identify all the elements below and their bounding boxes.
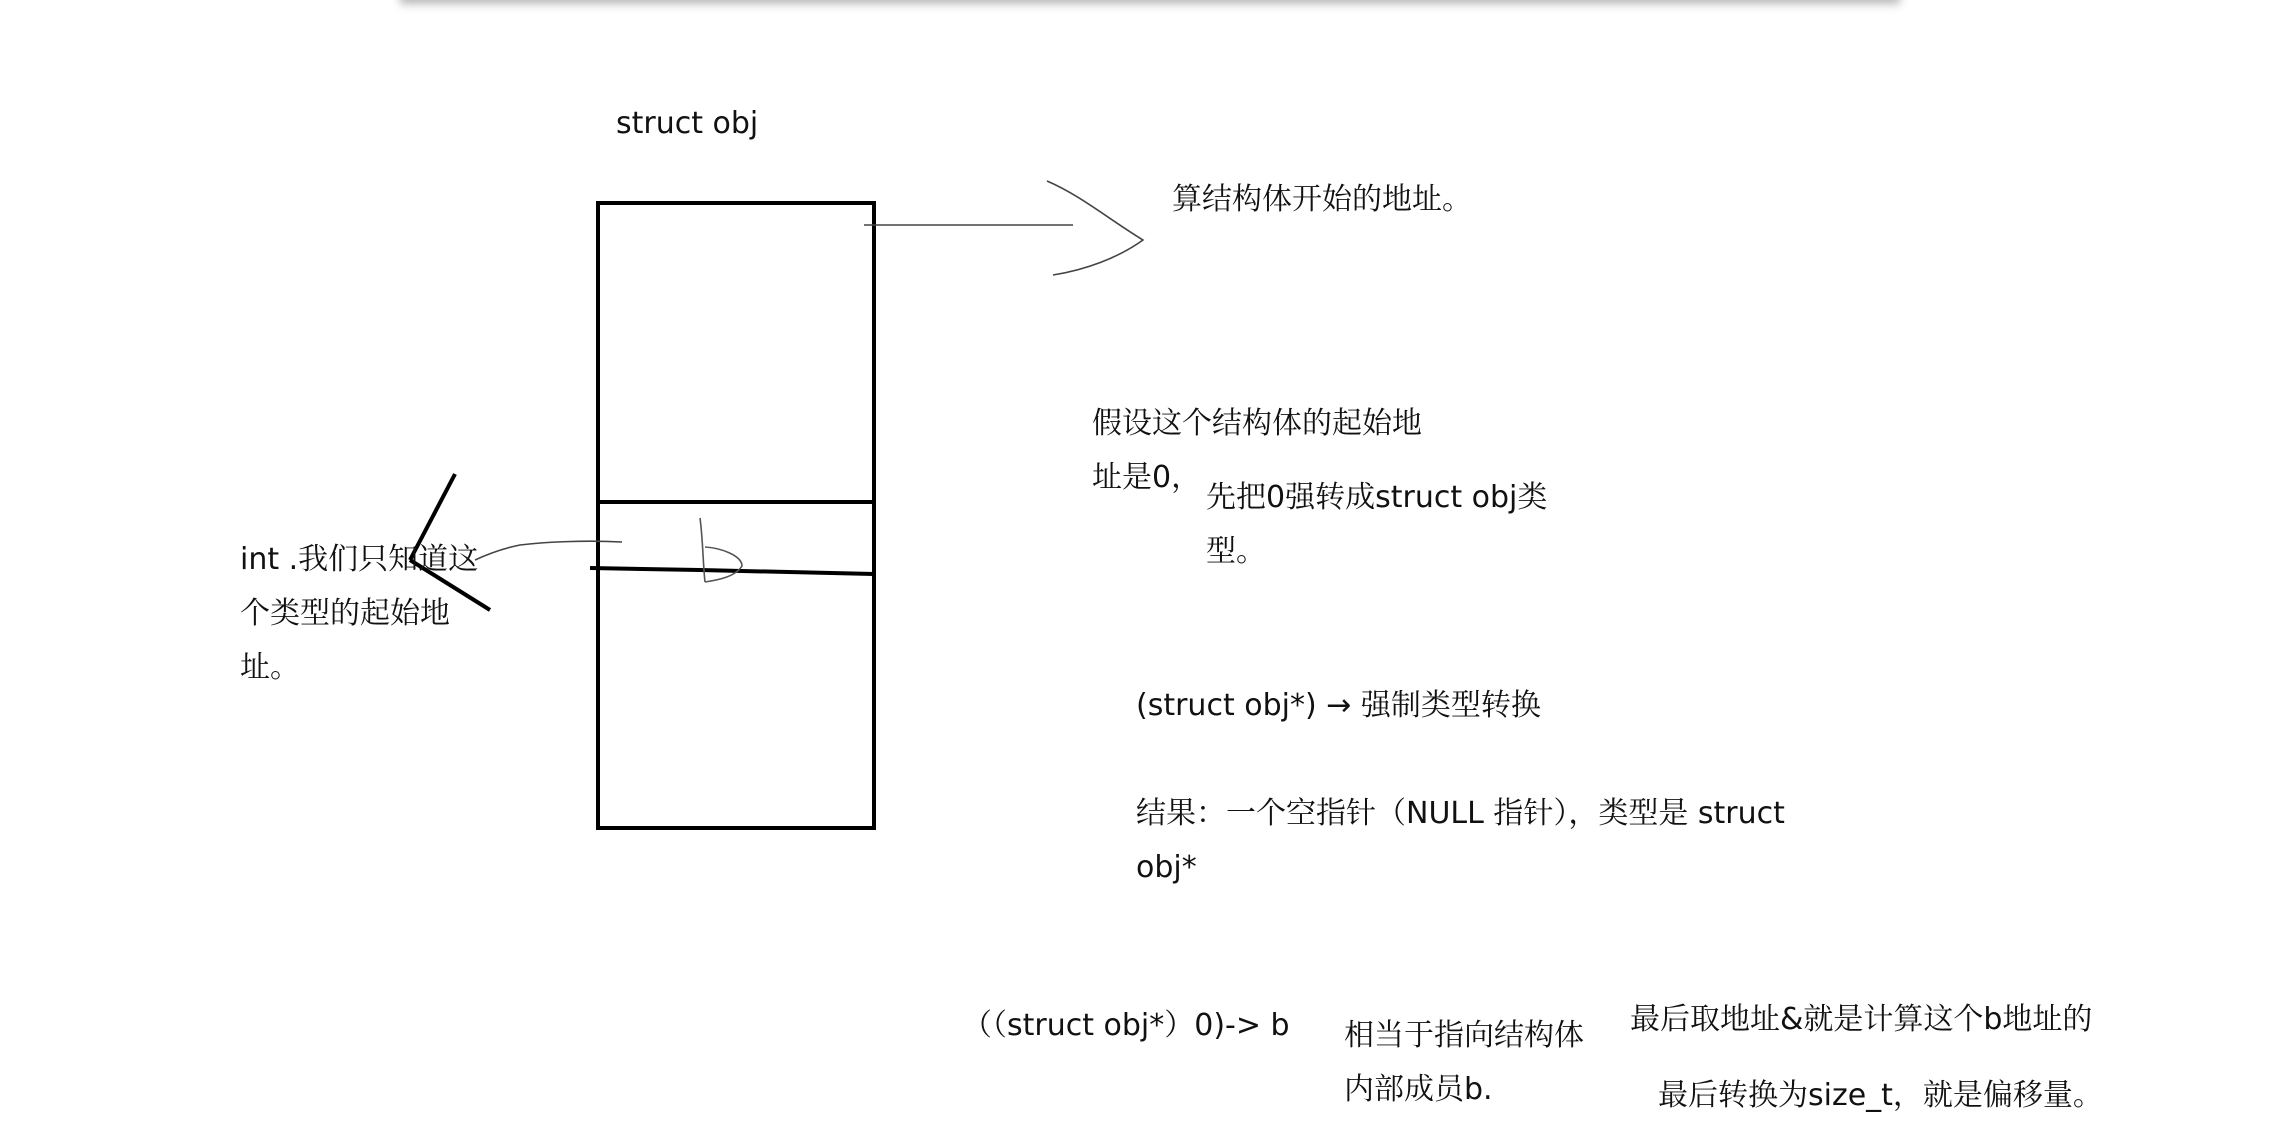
note-assume-line2: 址是0， [1092, 460, 1202, 495]
struct-label: struct obj [616, 106, 759, 141]
note-int-line1: int .我们只知道这 [240, 542, 479, 577]
note-result-line2: obj* [1136, 850, 1197, 885]
member-divider-bottom [590, 568, 874, 574]
note-take-address: 最后取地址&就是计算这个b地址的 [1630, 1002, 2093, 1037]
bottom-expression: （（struct obj*）0)-> b [962, 1008, 1290, 1043]
note-start-address: 算结构体开始的地址。 [1172, 182, 1472, 217]
note-cast-zero-line1: 先把0强转成struct obj类 [1206, 480, 1548, 515]
note-result-line1: 结果：一个空指针（NULL 指针），类型是 struct [1136, 796, 1785, 831]
start-address-arrow-head [1047, 181, 1143, 275]
note-cast-expr: (struct obj*) → 强制类型转换 [1136, 688, 1541, 723]
note-assume-line1: 假设这个结构体的起始地 [1092, 406, 1422, 441]
note-offset: 最后转换为size_t，就是偏移量。 [1658, 1078, 2103, 1113]
note-int-line3: 址。 [240, 650, 300, 685]
note-member-line1: 相当于指向结构体 [1344, 1018, 1584, 1053]
note-int-line2: 个类型的起始地 [240, 596, 450, 631]
struct-box [598, 203, 874, 828]
note-member-line2: 内部成员b. [1344, 1072, 1493, 1107]
note-cast-zero-line2: 型。 [1206, 534, 1266, 569]
